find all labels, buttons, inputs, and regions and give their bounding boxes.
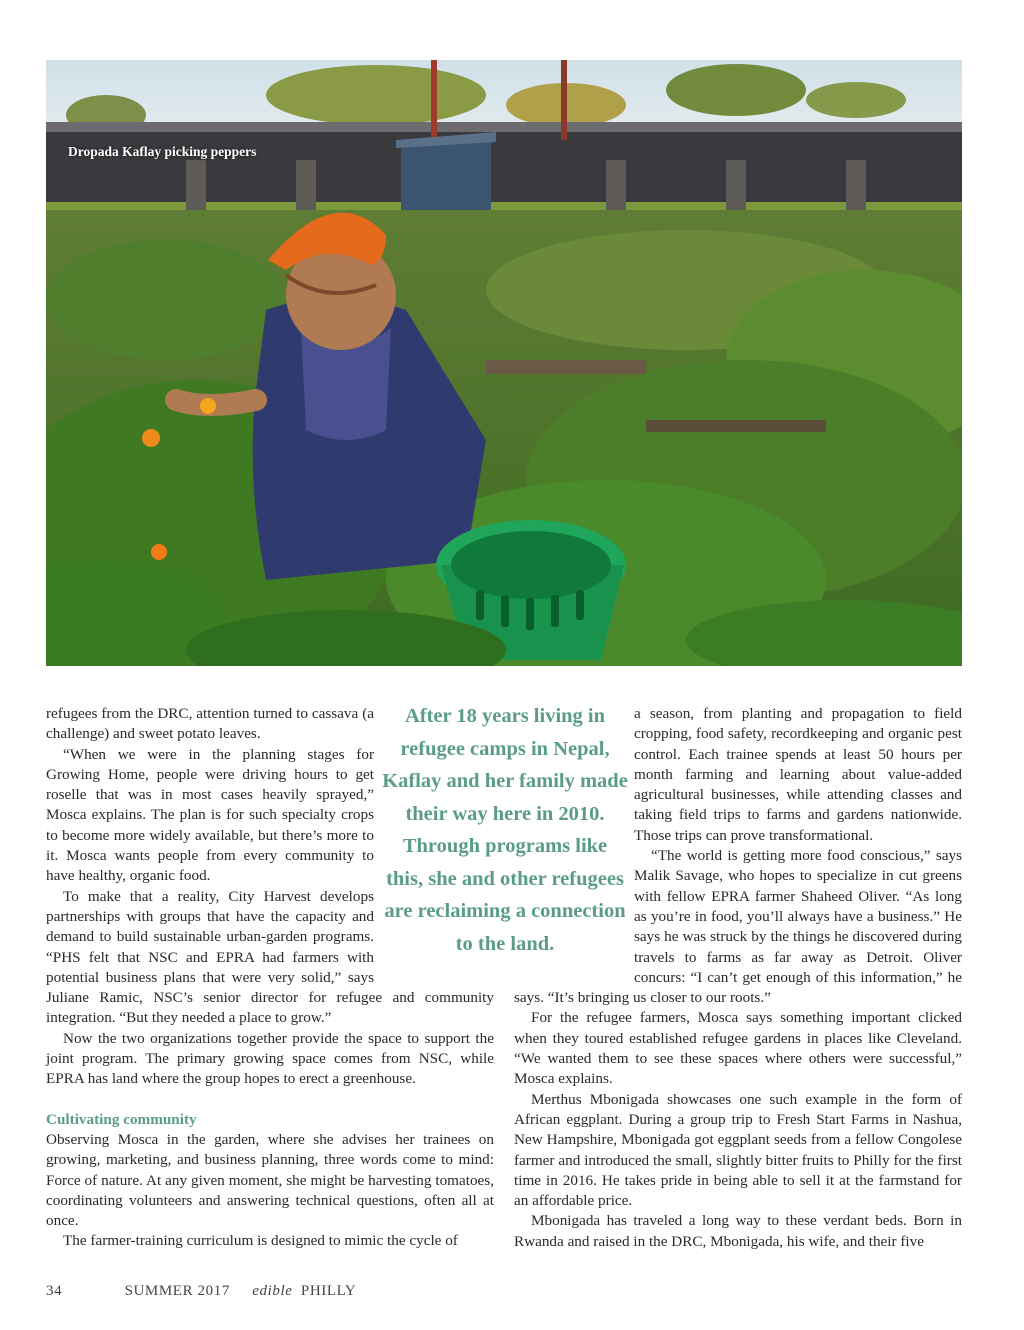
issue-label: SUMMER 2017 — [124, 1283, 230, 1299]
paragraph: Now the two organizations together provide the space to support the joint program. The primary growing space comes from NSC, while EPRA has land where the group hopes to erect a greenhouse. — [46, 1029, 494, 1088]
publication-name: PHILLY — [300, 1283, 357, 1299]
paragraph: “The world is getting more food conscious,” says Malik Savage, who hopes to specialize in cut greens with fellow EPRA farmer Shaheed Oliver. “As long as you’re in food, you’ll always have a business.” He says he was struck by the things he discovered during travels to farms as far away as Detroit. Oliver concurs: “I can’t get enough of this information,” he says. “It’s bringing us closer to our roots.” — [514, 847, 962, 1007]
paragraph: Observing Mosca in the garden, where she advises her trainees on growing, marketing, and business planning, three words come to mind: Force of nature. At any given moment, she might be harvesting tomatoes, coordinating volunteers and answering technical questions, often all at once. — [46, 1130, 494, 1230]
paragraph: refugees from the DRC, attention turned to cassava (a challenge) and sweet potato leaves. — [46, 705, 374, 743]
paragraph: Merthus Mbonigada showcases one such example in the form of African eggplant. During a group trip to Fresh Start Farms in Nashua, New Hampshire, Mbonigada got eggplant seeds from a fellow Congolese farmer and introduced the small, slightly bitter fruits to Philly for the first time in 2016. He takes pride in being able to sell it at the farmstand for an affordable price. — [514, 1090, 962, 1210]
section-heading: Cultivating community — [46, 1110, 197, 1128]
pullquote-spacer — [374, 704, 494, 972]
garden-photo — [46, 60, 962, 666]
paragraph: a season, from planting and propagation to field cropping, food safety, recordkeeping and organic pest control. Each trainee spends at least 50 hours per month farming and learning about value-added agricultural businesses, while attending classes and taking field trips to farms and gardens nationwide. Those trips can prove transformational. — [634, 705, 962, 844]
page-number: 34 — [46, 1283, 63, 1299]
paragraph: The farmer-training curriculum is designed to mimic the cycle of — [63, 1232, 458, 1250]
page-footer — [46, 1283, 356, 1300]
photo-caption: Dropada Kaflay picking peppers — [68, 144, 257, 159]
right-column — [514, 704, 962, 1252]
pull-quote: After 18 years living in refugee camps in Nepal, Kaflay and her family made their way here in 2010. Through programs like this, she and other refugees are reclaiming a connection to the land. — [382, 705, 628, 955]
left-column — [46, 704, 494, 1252]
paragraph: “When we were in the planning stages for Growing Home, people were driving hours to get roselle that was in most cases heavily sprayed,” Mosca explains. The plan is for such specialty crops to become more widely available, but there’s more to it. Mosca wants people from every community to have healthy, organic food. — [46, 745, 374, 885]
paragraph: For the refugee farmers, Mosca says something important clicked when they toured established refugee gardens in places like Cleveland. “We wanted them to see these spaces where others were successful,” Mosca explains. — [514, 1009, 962, 1088]
paragraph: Mbonigada has traveled a long way to these verdant beds. Born in Rwanda and raised in the DRC, Mbonigada, his wife, and their five — [514, 1212, 962, 1250]
publication-name-italic: edible — [252, 1283, 293, 1299]
paragraph: To make that a reality, City Harvest develops partnerships with groups that have the capacity and demand to build sustainable urban-garden programs. “PHS felt that NSC and EPRA had farmers with potential business plans that were very solid,” says Juliane Ramic, NSC’s senior director for refugee and community integration. “But they needed a place to grow.” — [46, 887, 494, 1027]
pullquote-spacer — [514, 704, 634, 980]
